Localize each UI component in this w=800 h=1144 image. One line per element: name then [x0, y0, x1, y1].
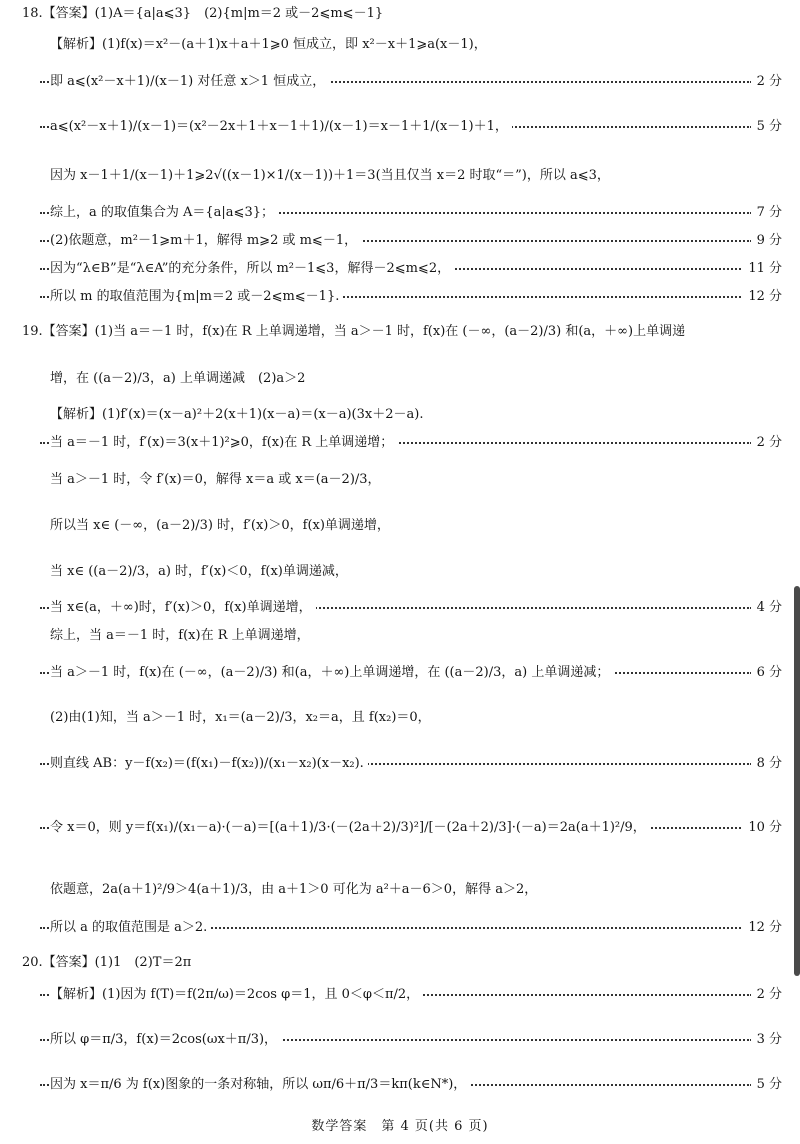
answer-line [0, 1027, 800, 1053]
line-text: 综上，a 的取值集合为 A＝{a|a⩽3}； [50, 200, 278, 226]
line-text: a⩽(x²－x＋1)/(x－1)＝(x²－2x＋1＋x－1＋1)/(x－1)＝x－1＋1/(x－1)＋1， [50, 114, 512, 140]
score-label: 8 分 [751, 751, 782, 777]
line-text: 【解析】(1)f′(x)＝(x－a)²＋2(x＋1)(x－a)＝(x－a)(3x＋2－a). [50, 402, 427, 428]
score-label: 3 分 [751, 1027, 782, 1053]
answer-line [0, 705, 800, 731]
page-footer: 数学答案 第 4 页(共 6 页) [311, 1119, 489, 1134]
answer-line [0, 32, 800, 58]
line-text: 综上，当 a＝－1 时，f(x)在 R 上单调递增， [50, 623, 314, 649]
line-text: 所以 a 的取值范围是 a＞2. [50, 915, 211, 941]
answer-line [0, 200, 800, 226]
line-text: 所以 φ＝π/3，f(x)＝2cos(ωx＋π/3)， [50, 1027, 281, 1053]
answer-line [0, 915, 800, 941]
score-label: 5 分 [751, 114, 782, 140]
score-label: 12 分 [742, 284, 782, 310]
score-label: 12 分 [742, 915, 782, 941]
line-text: 即 a⩽(x²－x＋1)/(x－1) 对任意 x＞1 恒成立， [50, 69, 329, 95]
answer-line [0, 950, 800, 976]
score-label: 9 分 [751, 228, 782, 254]
line-text: 19.【答案】(1)当 a＝－1 时，f(x)在 R 上单调递增，当 a＞－1 时，f(x)在 (－∞，(a－2)/3) 和(a，＋∞)上单调递 [22, 319, 689, 345]
score-label: 2 分 [751, 982, 782, 1008]
score-label: 4 分 [751, 595, 782, 621]
answer-line [0, 366, 800, 392]
line-text: 当 x∈ ((a－2)/3，a) 时，f′(x)＜0，f(x)单调递减， [50, 559, 352, 585]
line-text: 当 x∈(a，＋∞)时，f′(x)＞0，f(x)单调递增， [50, 595, 316, 621]
answer-line [0, 284, 800, 310]
score-label: 7 分 [751, 200, 782, 226]
line-text: 所以 m 的取值范围为{m|m＝2 或－2⩽m⩽－1}. [50, 284, 343, 310]
score-label: 5 分 [751, 1072, 782, 1098]
line-text: 所以当 x∈ (－∞，(a－2)/3) 时，f′(x)＞0，f(x)单调递增， [50, 513, 394, 539]
line-text: (2)由(1)知，当 a＞－1 时，x₁＝(a－2)/3，x₂＝a，且 f(x₂)＝0， [50, 705, 435, 731]
line-text: 依题意，2a(a＋1)²/9＞4(a＋1)/3，由 a＋1＞0 可化为 a²＋a－6＞0，解得 a＞2， [50, 877, 541, 903]
score-label: 2 分 [751, 69, 782, 95]
answer-line [0, 660, 800, 686]
line-text: 因为 x－1＋1/(x－1)＋1⩾2√((x－1)×1/(x－1))＋1＝3(当且仅当 x＝2 时取“＝”)，所以 a⩽3， [50, 163, 614, 189]
answer-line [0, 982, 800, 1008]
line-text: 当 a＞－1 时，令 f′(x)＝0，解得 x＝a 或 x＝(a－2)/3， [50, 467, 385, 493]
answer-line [0, 559, 800, 585]
answer-line [0, 319, 800, 345]
score-label: 6 分 [751, 660, 782, 686]
answer-line [0, 513, 800, 539]
answer-line [0, 595, 800, 621]
line-text: 因为 x＝π/6 为 f(x)图象的一条对称轴，所以 ωπ/6＋π/3＝kπ(k∈N*)， [50, 1072, 470, 1098]
line-text: 当 a＞－1 时，f(x)在 (－∞，(a－2)/3) 和(a，＋∞)上单调递增，在 ((a－2)/3，a) 上单调递减； [50, 660, 613, 686]
answer-line [0, 467, 800, 493]
score-label: 10 分 [742, 815, 782, 841]
line-text: 18.【答案】(1)A＝{a|a⩽3} (2){m|m＝2 或－2⩽m⩽－1} [22, 1, 387, 27]
line-text: 增，在 ((a－2)/3，a) 上单调递减 (2)a＞2 [50, 366, 309, 392]
line-text: (2)依题意，m²－1⩾m＋1，解得 m⩾2 或 m⩽－1， [50, 228, 361, 254]
line-text: 20.【答案】(1)1 (2)T＝2π [22, 950, 195, 976]
answer-line [0, 69, 800, 95]
answer-line [0, 1072, 800, 1098]
score-label: 2 分 [751, 430, 782, 456]
answer-line [0, 402, 800, 428]
score-label: 11 分 [742, 256, 782, 282]
line-text: 则直线 AB：y－f(x₂)＝(f(x₁)－f(x₂))/(x₁－x₂)(x－x₂). [50, 751, 368, 777]
scrollbar-thumb[interactable] [794, 586, 800, 976]
line-text: 当 a＝－1 时，f′(x)＝3(x＋1)²⩾0，f(x)在 R 上单调递增； [50, 430, 397, 456]
answer-line [0, 877, 800, 903]
answer-line [0, 1, 800, 27]
line-text: 令 x＝0，则 y＝f(x₁)/(x₁－a)·(－a)＝[(a＋1)/3·(－(2a＋2)/3)²]/[－(2a＋2)/3]·(－a)＝2a(a＋1)²/9， [50, 815, 650, 841]
answer-line [0, 228, 800, 254]
line-text: 【解析】(1)f(x)＝x²－(a＋1)x＋a＋1⩾0 恒成立，即 x²－x＋1⩾a(x－1)， [50, 32, 491, 58]
answer-line [0, 430, 800, 456]
answer-line [0, 163, 800, 189]
answer-line [0, 114, 800, 140]
answer-line [0, 751, 800, 777]
answer-line [0, 815, 800, 841]
answer-line [0, 623, 800, 649]
answer-line [0, 256, 800, 282]
line-text: 【解析】(1)因为 f(T)＝f(2π/ω)＝2cos φ＝1，且 0＜φ＜π/2， [50, 982, 423, 1008]
line-text: 因为“λ∈B”是“λ∈A”的充分条件，所以 m²－1⩽3，解得－2⩽m⩽2， [50, 256, 454, 282]
